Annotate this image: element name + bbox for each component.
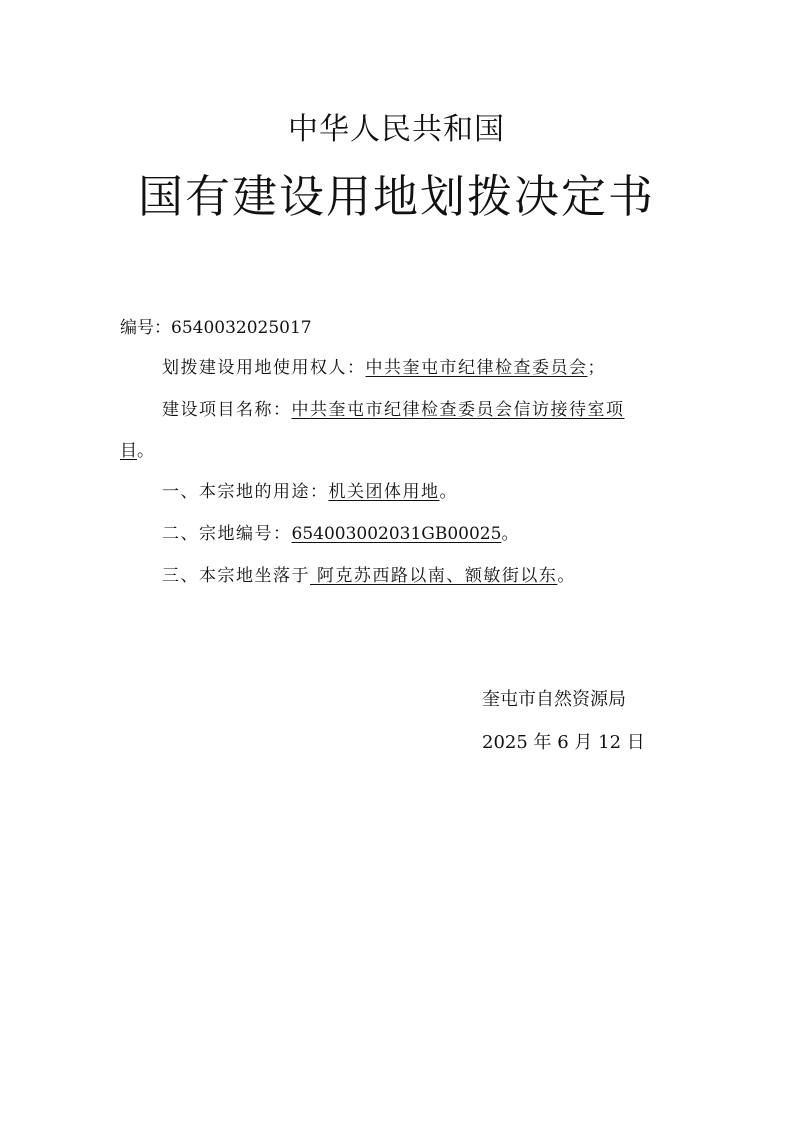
project-label: 建设项目名称：: [162, 400, 292, 420]
usage-label: 一、本宗地的用途：: [162, 482, 329, 502]
number-value: 6540032025017: [171, 318, 312, 338]
usage-end: 。: [439, 482, 458, 502]
location-value: 阿克苏西路以南、额敏街以东: [310, 566, 558, 586]
usage-line: [162, 480, 458, 504]
issuing-authority: 奎屯市自然资源局: [482, 689, 626, 710]
number-label: 编号：: [120, 318, 171, 338]
parcel-number-value: 654003002031GB00025: [291, 524, 502, 544]
parcel-number-end: 。: [501, 524, 520, 544]
grantee-value: 中共奎屯市纪律检查委员会: [365, 358, 588, 378]
country-title: 中华人民共和国: [288, 112, 505, 147]
grantee-line: [162, 356, 606, 380]
document-number: [120, 316, 312, 340]
project-end: 。: [137, 441, 154, 461]
parcel-number-label: 二、宗地编号：: [162, 524, 292, 544]
location-label: 三、本宗地坐落于: [162, 566, 310, 586]
issue-date: 2025 年 6 月 12 日: [482, 732, 645, 753]
parcel-number-line: [162, 522, 520, 546]
document-title: 国有建设用地划拨决定书: [137, 170, 655, 223]
grantee-end: ；: [587, 358, 606, 378]
project-line-continued: [120, 439, 154, 463]
location-line: [162, 564, 576, 588]
grantee-label: 划拨建设用地使用权人：: [162, 358, 366, 378]
project-value-line1: 中共奎屯市纪律检查委员会信访接待室项: [291, 400, 625, 420]
project-value-line2: 目: [120, 441, 137, 461]
location-end: 。: [557, 566, 576, 586]
usage-value: 机关团体用地: [328, 482, 440, 502]
project-line: [162, 398, 625, 422]
